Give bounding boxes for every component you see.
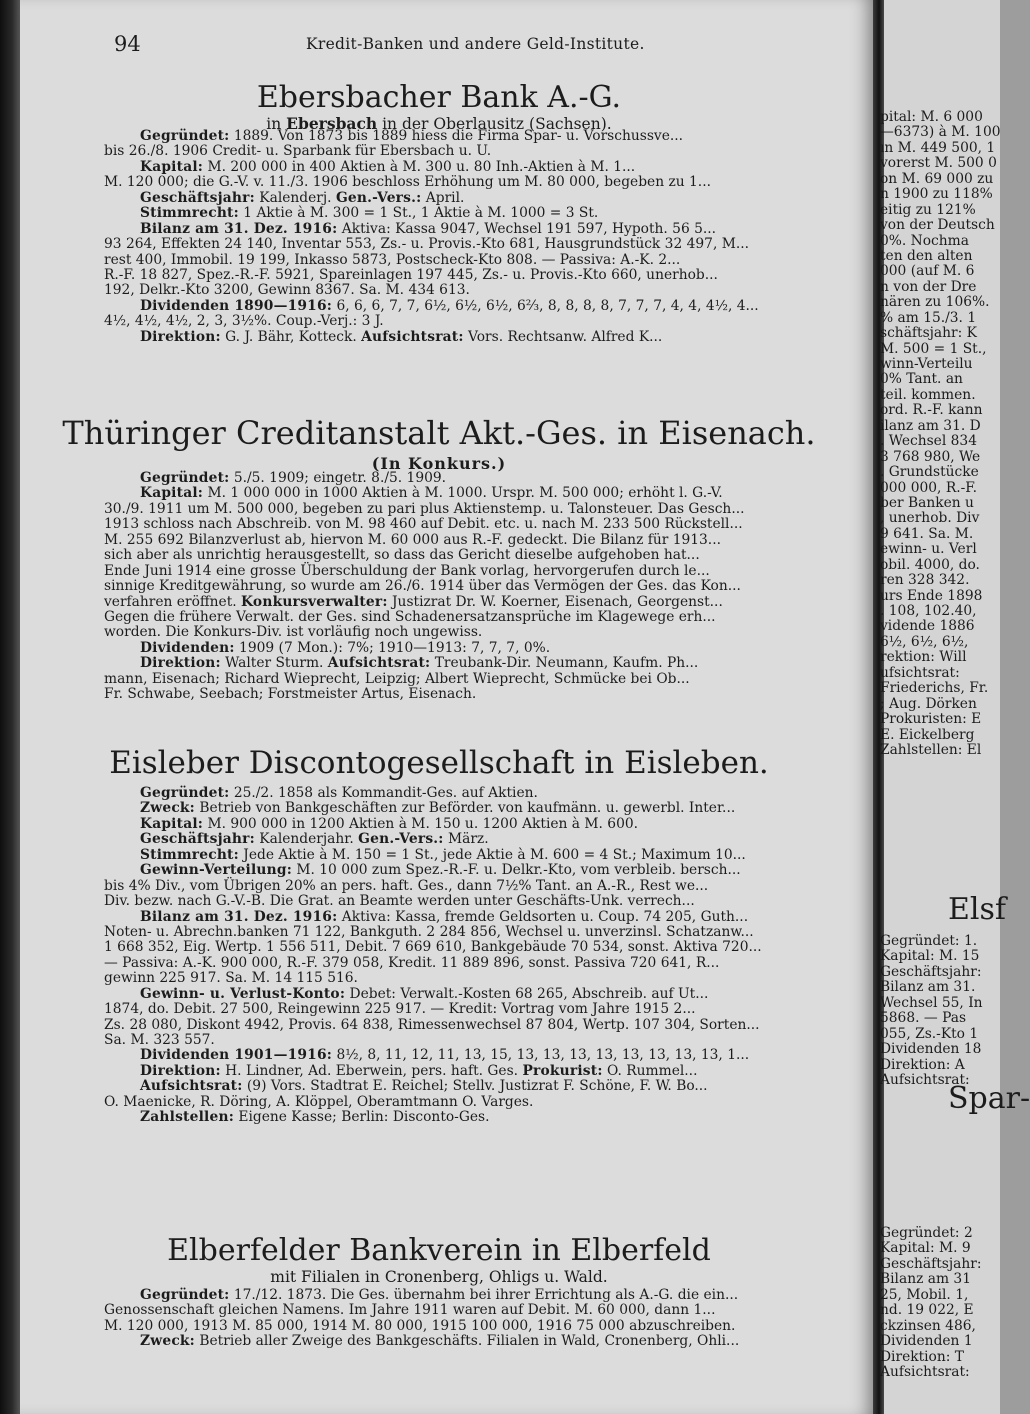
field-label: Dividenden 1890—1916: [140, 297, 333, 314]
field-text: Sa. M. 323 557. [104, 1032, 215, 1048]
field-text: Kalenderj. [254, 189, 336, 206]
running-title: Kredit-Banken und andere Geld-Institute. [306, 35, 645, 53]
text-line [104, 625, 856, 640]
facing-text-block [880, 934, 1010, 1088]
text-line [104, 879, 856, 894]
text-line: Kapital: M. 15 [880, 948, 980, 965]
text-line: ckzinsen 486, [880, 1317, 976, 1334]
text-line: 000 (auf M. 6 [880, 263, 975, 280]
field-text: Aktiva: Kassa 9047, Wechsel 191 597, Hypoth. 56 5... [337, 220, 717, 237]
text-line: ber Banken u [880, 494, 974, 511]
text-line: Dividenden 18 [880, 1041, 982, 1058]
konkurs-note: (In Konkurs.) [371, 454, 507, 473]
entry-title: Eisleber Discontogesellschaft in Eisleben. [109, 745, 769, 781]
field-text: Ende Juni 1914 eine grosse Überschuldung der Bank vorlag, hervorgerufen durch le... [104, 562, 710, 579]
field-text: M. 255 692 Bilanzverlust ab, hiervon M. 60 000 aus R.-F. gedeckt. Die Bilanz für 1913... [104, 531, 721, 548]
text-line [104, 1110, 856, 1125]
text-line [104, 863, 856, 878]
text-line: Prokuristen: E [880, 711, 982, 728]
subtitle-part: mit Filialen in Cronenberg, Ohligs u. Wald. [270, 1268, 608, 1286]
field-text: Zs. 28 080, Diskont 4942, Provis. 64 838, Rimessenwechsel 87 804, Wertp. 107 304, Sorten... [104, 1016, 760, 1033]
text-line: n 1900 zu 118% [880, 186, 993, 203]
field-text: 1889. Von 1873 bis 1889 hiess die Firma Spar- u. Vorschussve... [229, 128, 684, 144]
text-line [104, 1064, 856, 1079]
field-text: Debet: Verwalt.-Kosten 68 265, Abschreib. auf Ut... [345, 985, 709, 1002]
subtitle-part: in der Oberlausitz (Sachsen). [377, 115, 612, 133]
text-line: Friederichs, Fr. [880, 680, 989, 697]
text-line: 6½, 6½, 6½, [880, 633, 969, 650]
facing-entry-title: Spar- [948, 1081, 1030, 1116]
text-line [104, 687, 856, 702]
entry-title: Thüringer Creditanstalt Akt.-Ges. in Eisenach. [62, 414, 816, 452]
text-line [104, 1048, 856, 1063]
field-label: Gegründet: [140, 1287, 230, 1303]
field-text: 93 264, Effekten 24 140, Inventar 553, Zs.- u. Provis.-Kto 681, Hausgrundstück 32 497, M... [104, 236, 750, 253]
field-text: Fr. Schwabe, Seebach; Forstmeister Artus, Eisenach. [104, 686, 477, 703]
text-line: 000 000, R.-F. [880, 479, 978, 496]
field-text: Jede Aktie à M. 150 = 1 St., jede Aktie à M. 600 = 4 St.; Maximum 10... [238, 846, 746, 863]
text-line [104, 801, 856, 816]
text-line [104, 237, 856, 252]
text-line [104, 848, 856, 863]
field-label: Gegründet: [140, 785, 230, 801]
field-text: M. 900 000 in 1200 Aktien à M. 150 u. 1200 Aktien à M. 600. [203, 815, 639, 832]
field-label: Zahlstellen: [140, 1109, 234, 1126]
field-label: Gen.-Vers.: [358, 831, 444, 848]
text-line: vidende 1886 [880, 618, 975, 635]
text-line [104, 1033, 856, 1048]
text-line: ilanz am 31. D [880, 417, 981, 434]
facing-text-block [880, 1226, 1010, 1380]
text-line [104, 517, 856, 532]
text-line [104, 253, 856, 268]
field-text: rest 400, Immobil. 19 199, Inkasso 5873, Postscheck-Kto 808. — Passiva: A.-K. 2... [104, 251, 681, 268]
field-text: Justizrat Dr. W. Koerner, Eisenach, Georgenst... [387, 593, 723, 610]
text-line [104, 330, 856, 345]
entry-title: Ebersbacher Bank A.-G. [256, 80, 622, 115]
field-text: Betrieb von Bankgeschäften zur Beförder. von kaufmänn. u. gewerbl. Inter... [194, 800, 736, 817]
field-label: Geschäftsjahr: [140, 831, 255, 848]
field-label: Kapital: [140, 485, 204, 502]
field-label: Dividenden 1901—1916: [140, 1047, 333, 1064]
text-line [104, 283, 856, 298]
text-line [104, 925, 856, 940]
text-line: Kapital: M. 9 [880, 1240, 971, 1257]
field-text: 1909 (7 Mon.): 7%; 1910—1913: 7, 7, 7, 0%. [234, 639, 551, 656]
text-line: Gegründet: 1. [880, 933, 978, 949]
entry-title: Elberfelder Bankverein in Elberfeld [167, 1233, 711, 1268]
text-line [104, 656, 856, 671]
text-line: Zahlstellen: El [880, 741, 982, 758]
text-line: M. 500 = 1 St., [880, 340, 987, 357]
field-label: Geschäftsjahr: [140, 189, 255, 206]
text-line: Direktion: T [880, 1348, 964, 1365]
text-line [104, 564, 856, 579]
field-text: M. 120 000, 1913 M. 85 000, 1914 M. 80 000, 1915 100 000, 1916 75 000 abzuschreiben. [104, 1317, 736, 1334]
field-label: Gen.-Vers.: [335, 189, 422, 206]
text-line [104, 987, 856, 1002]
text-line: —6373) à M. 100 [880, 124, 1001, 141]
text-line [104, 910, 856, 925]
field-text: 17./12. 1873. Die Ges. übernahm bei ihrer Errichtung als A.-G. die ein... [229, 1287, 739, 1303]
text-line: pital: M. 6 000 [880, 109, 983, 125]
text-line: ewinn- u. Verl [880, 541, 977, 558]
text-line: rektion: Will [880, 649, 967, 666]
text-line: teil. kommen. [880, 386, 976, 403]
text-line [104, 786, 856, 801]
text-line: Bilanz am 31. [880, 979, 976, 996]
field-text: (9) Vors. Stadtrat E. Reichel; Stellv. Justizrat F. Schöne, F. W. Bo... [242, 1078, 708, 1095]
field-label: Stimmrecht: [140, 846, 239, 863]
field-text: 1 668 352, Eig. Wertp. 1 556 511, Debit. 7 669 610, Bankgebäude 70 534, sonst. Aktiva 720... [104, 939, 762, 956]
entry-body [104, 786, 856, 1126]
text-line: urs Ende 1898 [880, 587, 983, 604]
facing-page-fragment [880, 0, 1030, 1414]
field-text: gewinn 225 917. Sa. M. 14 115 516. [104, 970, 358, 987]
field-text: M. 200 000 in 400 Aktien à M. 300 u. 80 Inh.-Aktien à M. 1... [203, 158, 636, 175]
entry-body [104, 471, 856, 703]
field-text: Gegen die frühere Verwalt. der Ges. sind Schadenersatzansprüche im Klagewege erh... [104, 608, 716, 625]
book-spine-shadow [0, 0, 20, 1414]
text-line: ın M. 449 500, 1 [880, 139, 996, 156]
text-line: obil. 4000, do. [880, 556, 980, 573]
field-label: Konkursverwalter: [241, 593, 388, 610]
field-text: Treubank-Dir. Neumann, Kaufm. Ph... [430, 655, 699, 672]
field-text: H. Lindner, Ad. Eberwein, pers. haft. Ges. [220, 1062, 523, 1079]
field-text: Kalenderjahr. [254, 831, 359, 848]
text-line [104, 1018, 856, 1033]
field-text: — Passiva: A.-K. 900 000, R.-F. 379 058, Kredit. 11 889 896, sonst. Passiva 720 641, R... [104, 954, 720, 971]
field-label: Gewinn-Verteilung: [140, 862, 292, 879]
entry-subtitle [20, 1268, 858, 1286]
field-text: Vors. Rechtsanw. Alfred K... [463, 328, 663, 345]
text-line [104, 641, 856, 656]
text-line [104, 817, 856, 832]
field-label: Bilanz am 31. Dez. 1916: [140, 220, 338, 237]
text-line: Bilanz am 31 [880, 1271, 971, 1288]
text-line [104, 502, 856, 517]
text-line [104, 471, 856, 486]
field-text: Div. bezw. nach G.-V.-B. Die Grat. an Beamte werden unter Geschäfts-Unk. verrech... [104, 893, 695, 910]
field-text: 1 Aktie à M. 300 = 1 St., 1 Aktie à M. 1000 = 3 St. [238, 205, 599, 222]
field-label: Bilanz am 31. Dez. 1916: [140, 908, 338, 925]
text-line: Geschäftsjahr: [880, 1255, 982, 1272]
facing-entry-title: Elsf [948, 892, 1006, 927]
text-line [104, 832, 856, 847]
field-text: 30./9. 1911 um M. 500 000, begeben zu pari plus Aktienstemp. u. Talonsteuer. Das Gesch... [104, 500, 745, 517]
text-line: 0%. Nochma [880, 232, 969, 249]
page-number: 94 [114, 32, 141, 56]
field-text: verfahren eröffnet. [104, 593, 242, 610]
text-line [104, 129, 856, 144]
text-line [104, 222, 856, 237]
field-label: Aufsichtsrat: [327, 655, 431, 672]
field-label: Direktion: [140, 328, 221, 345]
text-line [104, 1095, 856, 1110]
text-line: Aufsichtsrat: [880, 1071, 970, 1088]
text-line [104, 672, 856, 687]
field-text: O. Rummel... [602, 1062, 698, 1079]
field-text: M. 10 000 zum Spez.-R.-F. u. Delkr.-Kto, vom verbleib. bersch... [291, 862, 741, 879]
field-label: Aufsichtsrat: [361, 328, 464, 345]
text-line [104, 956, 856, 971]
text-line [104, 1288, 856, 1303]
text-line: Geschäftsjahr: [880, 963, 982, 980]
text-line: on M. 69 000 zu [880, 170, 994, 187]
text-line: , unerhob. Div [880, 510, 980, 527]
field-label: Stimmrecht: [140, 205, 239, 222]
field-text: Genossenschaft gleichen Namens. Im Jahre 1911 waren auf Debit. M. 60 000, dann 1... [104, 1302, 716, 1319]
text-line: 9 641. Sa. M. [880, 525, 974, 542]
field-text: April. [421, 189, 465, 206]
field-text: 25./2. 1858 als Kommandit-Ges. auf Aktien. [229, 785, 538, 801]
subtitle-part: Ebersbach [286, 114, 378, 133]
text-line: nären zu 106%. [880, 294, 990, 311]
field-label: Gegründet: [140, 470, 230, 486]
text-line: ufsichtsrat: [880, 664, 960, 681]
text-line [104, 299, 856, 314]
text-line: . 108, 102.40, [880, 603, 977, 619]
text-line [104, 940, 856, 955]
subtitle-part: in [266, 115, 287, 133]
text-line [104, 1303, 856, 1318]
field-text: 8½, 8, 11, 12, 11, 13, 15, 13, 13, 13, 13, 13, 13, 13, 13, 1... [332, 1047, 750, 1064]
field-text: März. [443, 831, 489, 848]
text-line [104, 610, 856, 625]
text-line: n von der Dre [880, 278, 977, 295]
field-text: mann, Eisenach; Richard Wieprecht, Leipzig; Albert Wieprecht, Schmücke bei Ob... [104, 670, 690, 687]
text-line [104, 533, 856, 548]
text-line: eitig zu 121% [880, 201, 976, 218]
text-line: Direktion: A [880, 1056, 965, 1073]
field-text: M. 120 000; die G.-V. v. 11./3. 1906 beschloss Erhöhung um M. 80 000, begeben zu 1... [104, 174, 711, 191]
text-line: Gegründet: 2 [880, 1225, 973, 1241]
text-line [104, 548, 856, 563]
text-line [104, 206, 856, 221]
field-text: G. J. Bähr, Kotteck. [220, 328, 362, 345]
text-line [104, 191, 856, 206]
field-text: sinnige Kreditgewährung, so wurde am 26./6. 1914 über das Vermögen der Ges. das Kon... [104, 578, 741, 595]
field-text: O. Maenicke, R. Döring, A. Klöppel, Oberamtmann O. Varges. [104, 1093, 534, 1110]
text-line: Wechsel 55, In [880, 994, 983, 1011]
text-line: 055, Zs.-Kto 1 [880, 1025, 979, 1042]
text-line: nd. 19 022, E [880, 1302, 974, 1319]
text-line [104, 175, 856, 190]
field-label: Aufsichtsrat: [140, 1078, 243, 1095]
text-line: ten den alten [880, 247, 973, 264]
entry-body [104, 129, 856, 345]
text-line: 0% Tant. an [880, 371, 963, 388]
field-text: Betrieb aller Zweige des Bankgeschäfts. Filialen in Wald, Cronenberg, Ohli... [194, 1333, 740, 1350]
text-line: ren 328 342. [880, 572, 970, 589]
text-line: E. Eickelberg [880, 726, 975, 743]
field-text: bis 4% Div., vom Übrigen 20% an pers. haft. Ges., dann 7½% Tant. an A.-R., Rest we... [104, 877, 709, 894]
text-line [104, 1002, 856, 1017]
running-header [20, 32, 873, 56]
text-line: vorerst M. 500 0 [880, 155, 997, 172]
field-label: Gegründet: [140, 128, 230, 144]
field-label: Zweck: [140, 800, 195, 817]
text-line [104, 595, 856, 610]
field-label: Prokurist: [522, 1062, 603, 1079]
text-line: Dividenden 1 [880, 1333, 973, 1350]
field-text: 5./5. 1909; eingetr. 8./5. 1909. [229, 470, 447, 486]
field-label: Kapital: [140, 815, 204, 832]
text-line: ord. R.-F. kann [880, 402, 983, 419]
field-label: Kapital: [140, 158, 204, 175]
field-label: Zweck: [140, 1333, 195, 1350]
text-line [104, 579, 856, 594]
field-text: R.-F. 18 827, Spez.-R.-F. 5921, Spareinlagen 197 445, Zs.- u. Provis.-Kto 660, unerhob... [104, 266, 718, 283]
field-text: M. 1 000 000 in 1000 Aktien à M. 1000. Urspr. M. 500 000; erhöht l. G.-V. [203, 485, 723, 502]
field-text: Walter Sturm. [220, 655, 328, 672]
text-line: % am 15./3. 1 [880, 309, 977, 326]
field-label: Direktion: [140, 1062, 221, 1079]
text-line: 25, Mobil. 1, [880, 1286, 969, 1303]
text-line [104, 1319, 856, 1334]
field-text: sich aber als unrichtig herausgestellt, so dass das Gericht dieselbe aufgehoben hat... [104, 547, 700, 564]
field-label: Dividenden: [140, 639, 235, 656]
field-text: 192, Delkr.-Kto 3200, Gewinn 8367. Sa. M. 434 613. [104, 282, 470, 299]
text-line: . Wechsel 834 [880, 433, 977, 450]
field-text: Eigene Kasse; Berlin: Disconto-Ges. [234, 1109, 490, 1126]
field-label: Direktion: [140, 655, 221, 672]
text-line [104, 314, 856, 329]
entry-body [104, 1288, 856, 1350]
field-text: Noten- u. Abrechn.banken 71 122, Bankguth. 2 284 856, Wechsel u. unverzinsl. Schatzanw... [104, 923, 754, 940]
field-text: 1913 schloss nach Abschreib. von M. 98 460 auf Debit. etc. u. nach M. 233 500 Rückstell... [104, 516, 743, 533]
page-94 [20, 0, 873, 1414]
facing-text-block [880, 110, 1010, 758]
text-line [104, 486, 856, 501]
text-line [104, 1079, 856, 1094]
field-text: Aktiva: Kassa, fremde Geldsorten u. Coup. 74 205, Guth... [337, 908, 749, 925]
text-line: von der Deutsch [880, 217, 995, 234]
text-line: Aufsichtsrat: [880, 1363, 970, 1380]
text-line [104, 160, 856, 175]
text-line [104, 144, 856, 159]
text-line: 3 768 980, We [880, 448, 981, 465]
field-text: 6, 6, 6, 7, 7, 6½, 6½, 6½, 6⅔, 8, 8, 8, 8, 7, 7, 7, 4, 4, 4½, 4... [332, 297, 759, 314]
field-text: 4½, 4½, 4½, 2, 3, 3½%. Coup.-Verj.: 3 J. [104, 313, 384, 330]
text-line: 5868. — Pas [880, 1010, 967, 1027]
field-text: bis 26./8. 1906 Credit- u. Sparbank für Ebersbach u. U. [104, 143, 492, 160]
field-text: 1874, do. Debit. 27 500, Reingewinn 225 917. — Kredit: Vortrag vom Jahre 1915 2... [104, 1001, 696, 1018]
field-text: worden. Die Konkurs-Div. ist vorläufig noch ungewiss. [104, 624, 483, 641]
text-line: winn-Verteilu [880, 356, 973, 372]
text-line: schäftsjahr: K [880, 325, 977, 342]
text-line [104, 268, 856, 283]
text-line [104, 1334, 856, 1349]
text-line [104, 971, 856, 986]
text-line: ; Aug. Dörken [880, 695, 977, 712]
text-line: . Grundstücke [880, 464, 979, 481]
field-label: Gewinn- u. Verlust-Konto: [140, 985, 346, 1002]
text-line [104, 894, 856, 909]
